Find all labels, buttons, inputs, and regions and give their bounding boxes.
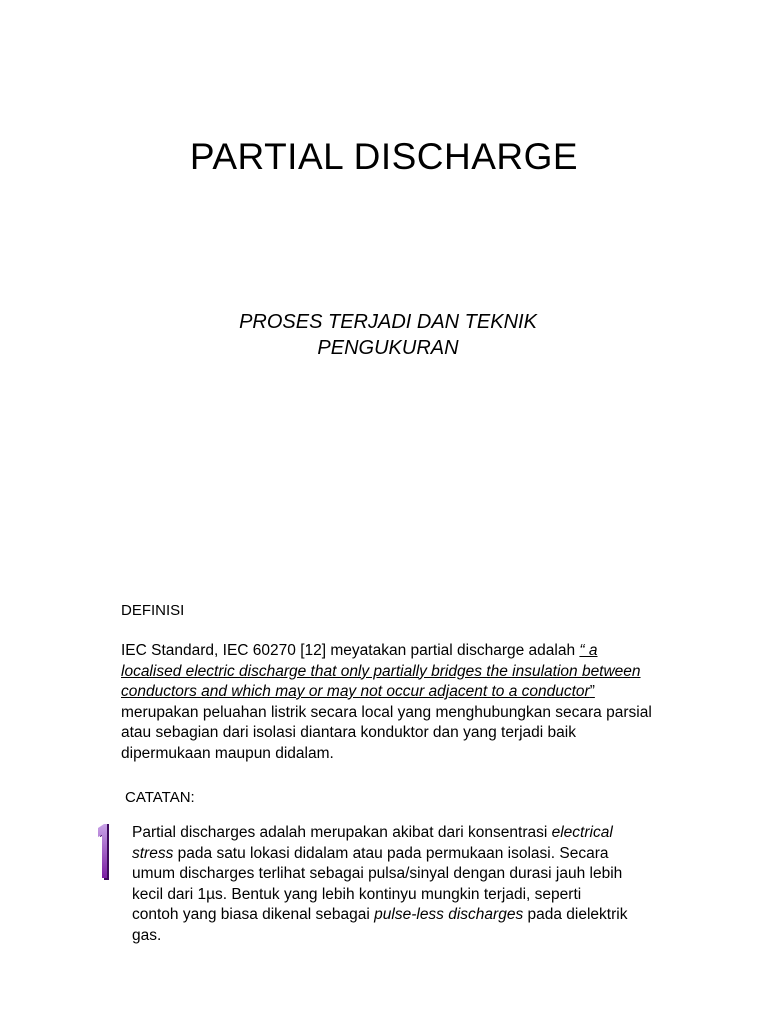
definisi-line-6: dipermukaan maupun didalam. <box>121 744 334 762</box>
definisi-heading: DEFINISI <box>121 602 185 619</box>
definisi-line-5: atau sebagian dari isolasi diantara konduktor dan yang terjadi baik <box>121 724 576 741</box>
catatan-term-pulseless: pulse-less discharges <box>374 906 524 923</box>
catatan-line-3: umum discharges terlihat sebagai pulsa/sinyal dengan durasi jauh lebih <box>132 865 623 882</box>
definisi-line-3-quote: conductors and which may or may not occur adjacent to a conductor <box>121 683 590 700</box>
subtitle-line-1: PROSES TERJADI DAN TEKNIK <box>239 311 537 333</box>
definisi-quote-close: ” <box>589 683 595 700</box>
catatan-term-stress: stress <box>132 844 174 862</box>
catatan-line-6: gas. <box>132 926 162 944</box>
page-title: PARTIAL DISCHARGE <box>189 136 579 177</box>
catatan-line-2 <box>132 844 627 865</box>
catatan-heading: CATATAN: <box>125 789 195 806</box>
definisi-line-3 <box>121 682 652 703</box>
catatan-paragraph <box>132 823 627 946</box>
number-one-marker-icon <box>96 823 110 881</box>
catatan-line-1-text: Partial discharges adalah merupakan akibat dari konsentrasi <box>132 824 552 841</box>
definisi-line-1-text: IEC Standard, IEC 60270 [12] meyatakan partial discharge adalah <box>121 642 580 659</box>
page-subtitle <box>160 309 616 361</box>
catatan-line-5-text-a: contoh yang biasa dikenal sebagai <box>132 906 375 923</box>
definisi-line-4: merupakan peluahan listrik secara local yang menghubungkan secara parsial <box>121 703 652 721</box>
catatan-line-5-text-c: pada dielektrik <box>523 906 628 923</box>
definisi-paragraph <box>121 641 652 764</box>
definisi-quote-open: “ a <box>579 642 598 659</box>
catatan-line-5 <box>132 905 627 926</box>
catatan-line-2-text: pada satu lokasi didalam atau pada permukaan isolasi. Secara <box>173 844 609 862</box>
definisi-line-2: localised electric discharge that only partially bridges the insulation between <box>121 662 641 680</box>
catatan-line-1 <box>132 823 627 844</box>
catatan-line-4: kecil dari 1µs. Bentuk yang lebih kontinyu mungkin terjadi, seperti <box>132 885 582 903</box>
subtitle-line-2: PENGUKURAN <box>317 337 459 359</box>
definisi-line-1 <box>121 641 652 662</box>
catatan-term-electrical: electrical <box>551 824 613 841</box>
